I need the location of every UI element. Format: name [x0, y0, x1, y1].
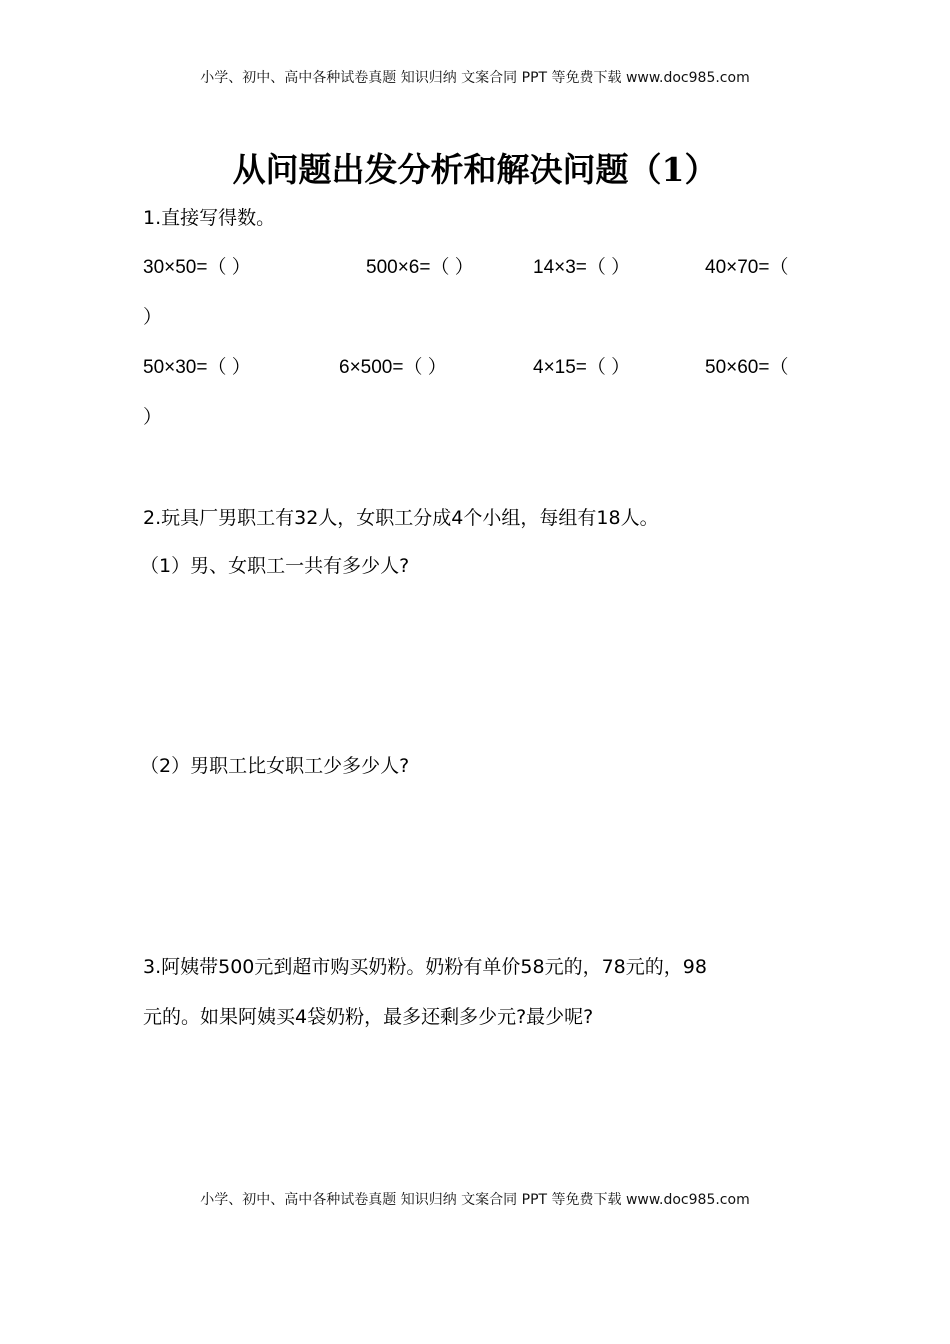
expression: 6×500=（ ） — [339, 357, 447, 378]
expression: 50×30=（ ） — [143, 357, 251, 378]
page-footer: 小学、初中、高中各种试卷真题 知识归纳 文案合同 PPT 等免费下载 www.doc985.com — [200, 1192, 750, 1208]
expression-wrap: ） — [143, 407, 163, 428]
page-header: 小学、初中、高中各种试卷真题 知识归纳 文案合同 PPT 等免费下载 www.doc985.com — [200, 70, 750, 86]
expression: 40×70=（ — [705, 257, 789, 278]
page-title: 从问题出发分析和解决问题（1） — [232, 150, 718, 189]
expression: 4×15=（ ） — [533, 357, 631, 378]
question-1-prompt: 1.直接写得数。 — [143, 207, 276, 229]
expression: 14×3=（ ） — [533, 257, 631, 278]
question-3-line-1: 3.阿姨带500元到超市购买奶粉。奶粉有单价58元的，78元的，98 — [143, 956, 707, 978]
expression: 500×6=（ ） — [366, 257, 474, 278]
question-2-sub-1: （1）男、女职工一共有多少人? — [140, 555, 410, 577]
expression: 30×50=（ ） — [143, 257, 251, 278]
question-2-prompt: 2.玩具厂男职工有32人，女职工分成4个小组，每组有18人。 — [143, 507, 659, 529]
expression-wrap: ） — [143, 307, 163, 328]
question-3-line-2: 元的。如果阿姨买4袋奶粉，最多还剩多少元?最少呢? — [143, 1006, 594, 1028]
expression: 50×60=（ — [705, 357, 789, 378]
question-2-sub-2: （2）男职工比女职工少多少人? — [140, 755, 410, 777]
